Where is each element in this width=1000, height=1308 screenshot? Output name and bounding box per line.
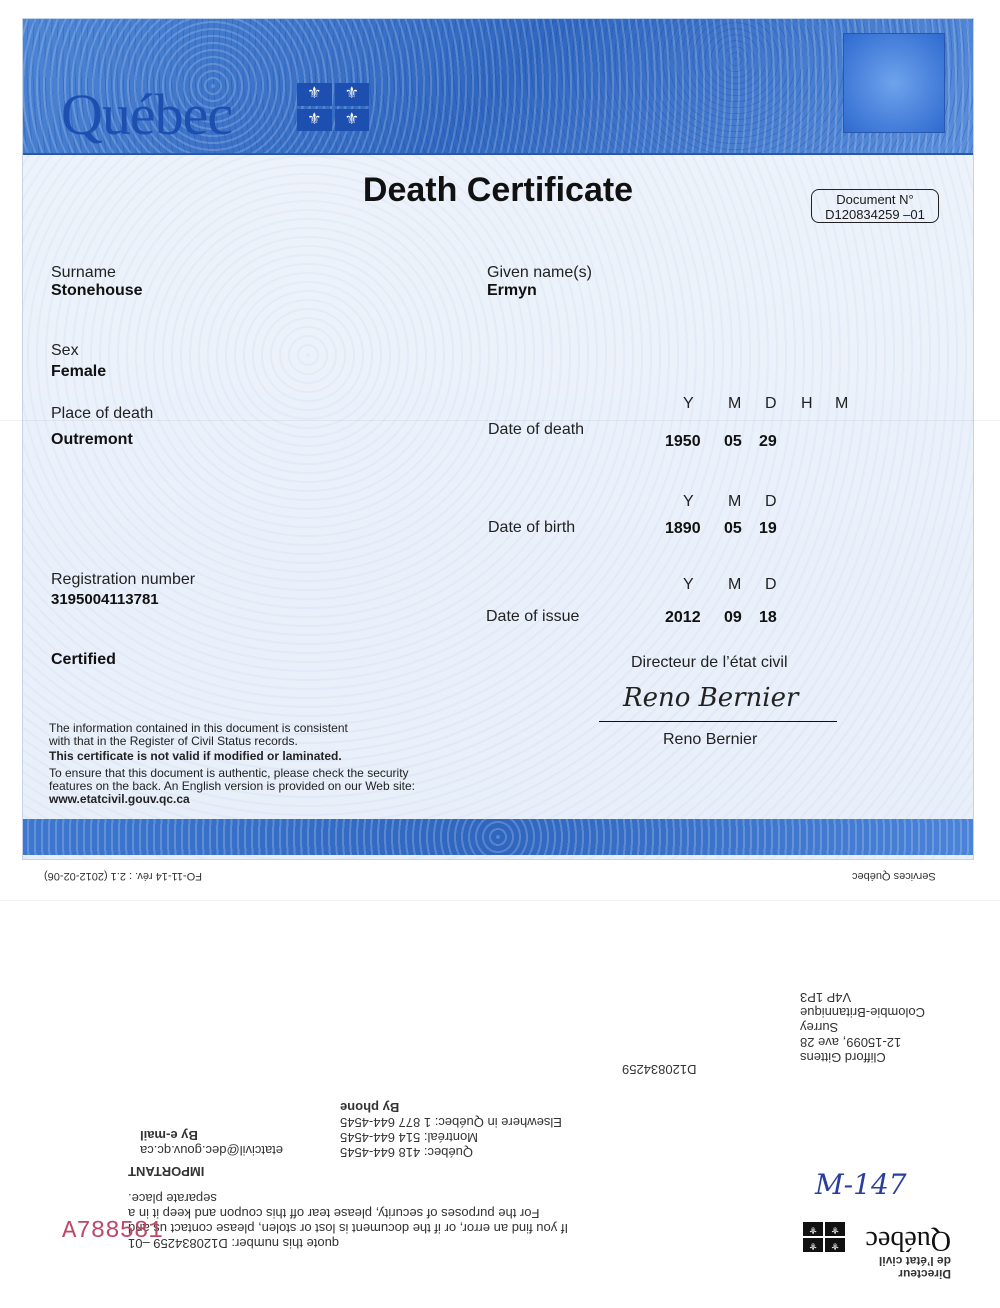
death-day: 29	[759, 433, 777, 450]
address-line: V4P 1P3	[800, 990, 852, 1005]
issuer-logo: Québec	[865, 1225, 951, 1256]
birth-year: 1890	[665, 520, 701, 537]
issuer-line: de l’état civil	[878, 1254, 951, 1268]
quebec-logo: Québec	[61, 82, 233, 147]
given-names-label: Given name(s)	[487, 264, 592, 281]
registration-number-value: 3195004113781	[51, 591, 159, 608]
date-of-birth-label: Date of birth	[488, 519, 576, 536]
birth-year-header: Y	[683, 493, 694, 510]
birth-day: 19	[759, 520, 777, 537]
certified-label: Certified	[51, 651, 116, 668]
place-of-death-label: Place of death	[51, 405, 154, 422]
issue-year: 2012	[665, 609, 701, 626]
address-line: 12-15099, ave 28	[800, 1035, 902, 1050]
phone-line: Elsewhere in Québec: 1 877 644-4545	[340, 1115, 562, 1130]
address-line: Surrey	[800, 1020, 839, 1035]
note-line-4: To ensure that this document is authentic, please check the security	[49, 766, 409, 780]
important-line: If you find an error, or if the document is lost or stolen, please contact us and	[128, 1221, 569, 1236]
sex-value: Female	[51, 363, 107, 380]
registration-number-label: Registration number	[51, 571, 196, 588]
registrar-name: Reno Bernier	[663, 731, 758, 748]
date-of-issue-label: Date of issue	[486, 608, 580, 625]
surname-label: Surname	[51, 264, 116, 281]
death-hour-header: H	[801, 395, 813, 412]
phone-title: By phone	[340, 1100, 400, 1115]
issue-month: 09	[724, 609, 742, 626]
death-day-header: D	[765, 395, 777, 412]
serial-number: A788581	[62, 1218, 163, 1245]
death-month-header: M	[728, 395, 742, 412]
issuer-line: Directeur	[898, 1267, 951, 1281]
death-minute-header: M	[835, 395, 849, 412]
registrar-signature: Reno Bernier	[623, 683, 799, 713]
note-line-1: The information contained in this document is consistent	[49, 721, 348, 735]
issuer-block	[746, 1216, 951, 1280]
important-title: IMPORTANT	[128, 1164, 205, 1179]
security-band-top	[23, 19, 973, 155]
email-contact	[140, 1128, 300, 1158]
mailing-address	[800, 990, 950, 1065]
stub-reference-number: D120834259	[622, 1062, 697, 1077]
important-notice	[128, 1164, 588, 1251]
security-band-bottom	[23, 819, 973, 855]
issue-day-header: D	[765, 576, 777, 593]
document-number-label: Document N°	[836, 192, 914, 207]
important-line: For the purposes of security, please tear off this coupon and keep it in a separate place.	[128, 1191, 540, 1221]
document-number-box	[811, 189, 939, 223]
death-month: 05	[724, 433, 742, 450]
email-address: etatcivil@dec.gouv.qc.ca	[140, 1143, 284, 1158]
fleur-de-lis-flag-icon: ⚜ ⚜ ⚜ ⚜	[803, 1222, 845, 1252]
birth-day-header: D	[765, 493, 777, 510]
date-of-death-label: Date of death	[488, 421, 585, 438]
email-title: By e-mail	[140, 1128, 198, 1143]
fold-line	[0, 420, 1000, 421]
issue-month-header: M	[728, 576, 742, 593]
death-year-header: Y	[683, 395, 694, 412]
issue-year-header: Y	[683, 576, 694, 593]
place-of-death-value: Outremont	[51, 431, 133, 448]
fleur-de-lis-flag-icon: ⚜ ⚜ ⚜ ⚜	[297, 83, 369, 131]
handwritten-note: M-147	[815, 1168, 907, 1201]
important-line: quote this number: D120834259 –01	[128, 1236, 340, 1251]
address-line: Colombie-Britannique	[800, 1005, 926, 1020]
death-year: 1950	[665, 433, 701, 450]
fold-line	[0, 900, 1000, 901]
given-names-value: Ermyn	[487, 282, 537, 299]
note-line-5: features on the back. An English version is provided on our Web site:	[49, 779, 415, 793]
note-warning: This certificate is not valid if modified or laminated.	[49, 749, 342, 763]
sex-label: Sex	[51, 342, 79, 359]
page-title: Death Certificate	[362, 171, 634, 209]
phone-line: Montréal: 514 644-4545	[340, 1130, 479, 1145]
website-link: www.etatcivil.gouv.qc.ca	[49, 792, 190, 806]
address-line: Clifford Gittens	[800, 1050, 886, 1065]
form-code: FO-11-14 rév. : 2.1 (2012-02-06)	[44, 870, 202, 882]
signature-line	[599, 721, 837, 722]
birth-month-header: M	[728, 493, 742, 510]
birth-month: 05	[724, 520, 742, 537]
note-line-2: with that in the Register of Civil Status records.	[49, 734, 298, 748]
document-number: D120834259 –01	[825, 207, 925, 222]
issue-day: 18	[759, 609, 777, 626]
hologram-seal	[843, 33, 945, 133]
surname-value: Stonehouse	[51, 282, 143, 299]
certificate	[22, 18, 974, 860]
phone-contact	[340, 1100, 588, 1160]
phone-line: Québec: 418 644-4545	[340, 1145, 473, 1160]
registrar-title: Directeur de l’état civil	[631, 654, 788, 671]
services-quebec: Services Québec	[852, 870, 936, 882]
